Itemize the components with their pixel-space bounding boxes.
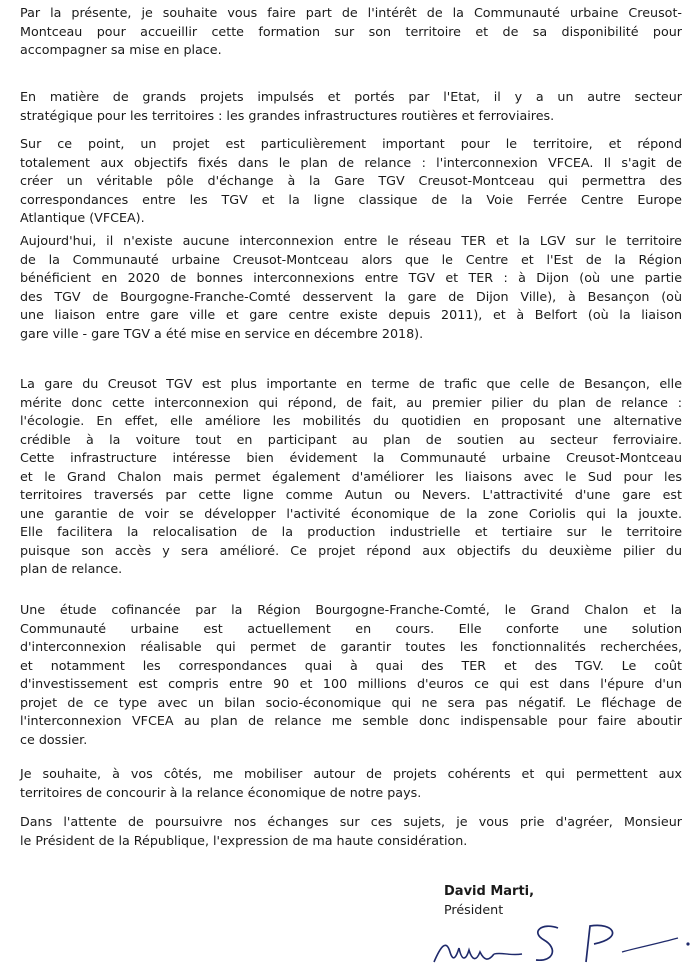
text-line: Communauté urbaine est actuellement en cours. Elle conforte une solution (20, 620, 682, 636)
text-line: Montceau pour accueillir cette formation sur son territoire et de sa disponibilité pour (20, 23, 682, 39)
text-line: accompagner sa mise en place. (20, 42, 222, 57)
signature-block (444, 883, 534, 919)
text-line: puisque son accès y sera amélioré. Ce projet répond aux objectifs du deuxième pilier du (20, 542, 682, 558)
text-line: une liaison entre gare ville et gare centre existe depuis 2011), et à Belfort (où la liaison (20, 307, 682, 322)
text-line: d'investissement est compris entre 90 et 100 millions d'euros ce qui est dans l'épure d'un (20, 676, 682, 691)
text-line: d'interconnexion réalisable qui permet de garantir toutes les fonctionnalités recherchées, (20, 639, 682, 654)
text-line: l'écologie. En effet, elle améliore les mobilités du quotidien en proposant une alternative (20, 413, 682, 428)
handwritten-signature (426, 918, 696, 969)
text-line: territoires traversés par cette ligne comme Autun ou Nevers. L'attractivité d'une gare est (20, 487, 682, 502)
text-line: Par la présente, je souhaite vous faire part de l'intérêt de la Communauté urbaine Creusot- (20, 5, 682, 20)
text-line: totalement aux objectifs fixés dans le plan de relance : l'interconnexion VFCEA. Il s'agit de (20, 154, 682, 170)
paragraph-7 (20, 765, 682, 802)
paragraph-2 (20, 88, 682, 125)
paragraph-5 (20, 375, 682, 579)
text-line: La gare du Creusot TGV est plus importante en terme de trafic que celle de Besançon, elle (20, 376, 682, 391)
text-line: de la Communauté urbaine Creusot-Montceau alors que le Centre et l'Est de la Région (20, 251, 682, 267)
text-line: créer un véritable pôle d'échange à la Gare TGV Creusot-Montceau qui permettra des (20, 173, 682, 188)
paragraph-3 (20, 135, 682, 228)
text-line: des TGV de Bourgogne-Franche-Comté desservent la gare de Dijon Ville), à Besançon (où (20, 288, 682, 304)
text-line: Sur ce point, un projet est particulièrement important pour le territoire, et répond (20, 136, 682, 151)
text-line: l'interconnexion VFCEA au plan de relance me semble donc indispensable pour faire aboutir (20, 713, 682, 728)
text-line: ce dossier. (20, 731, 88, 747)
text-line: En matière de grands projets impulsés et portés par l'Etat, il y a un autre secteur (20, 89, 682, 104)
signer-name: David Marti, (444, 884, 535, 899)
text-line: stratégique pour les territoires : les grandes infrastructures routières et ferroviaires. (20, 107, 555, 123)
text-line: territoires de concourir à la relance économique de notre pays. (20, 784, 422, 800)
text-line: projet de ce type avec un bilan socio-économique qui ne sera pas négatif. Le fléchage de (20, 694, 682, 710)
text-line: Cette infrastructure intéresse bien évidement la Communauté urbaine Creusot-Montceau (20, 450, 682, 465)
paragraph-4 (20, 232, 682, 343)
text-line: Atlantique (VFCEA). (20, 210, 145, 225)
text-line: correspondances entre les TGV et la ligne classique de la Voie Ferrée Centre Europe (20, 191, 682, 207)
text-line: plan de relance. (20, 561, 123, 576)
text-line: Une étude cofinancée par la Région Bourgogne-Franche-Comté, le Grand Chalon et la (20, 602, 682, 617)
paragraph-8 (20, 813, 682, 850)
text-line: le Président de la République, l'expression de ma haute considération. (20, 832, 468, 848)
text-line: Dans l'attente de poursuivre nos échanges sur ces sujets, je vous prie d'agréer, Monsieur (20, 814, 682, 829)
text-line: Je souhaite, à vos côtés, me mobiliser autour de projets cohérents et qui permettent aux (20, 766, 682, 781)
text-line: Aujourd'hui, il n'existe aucune interconnexion entre le réseau TER et la LGV sur le territoire (20, 233, 682, 248)
text-line: crédible à la voiture tout en participant au plan de soutien au secteur ferroviaire. (20, 431, 682, 447)
paragraph-1 (20, 4, 682, 60)
text-line: une garantie de voir se développer l'activité économique de la zone Coriolis qui la jouxte. (20, 505, 682, 521)
text-line: gare ville - gare TGV a été mise en service en décembre 2018). (20, 325, 424, 341)
text-line: mérite donc cette interconnexion qui répond, de fait, au premier pilier du plan de relance : (20, 394, 682, 410)
text-line: Elle facilitera la relocalisation de la production industrielle et tertiaire sur le territoire (20, 524, 682, 539)
signer-title: Président (444, 902, 504, 917)
text-line: bénéficient en 2020 de bonnes interconnexions entre TGV et TER : à Dijon (où une partie (20, 270, 682, 285)
text-line: et le Grand Chalon mais permet également d'améliorer les liaisons avec le Sud pour les (20, 468, 682, 484)
text-line: et notamment les correspondances quai à quai des TER et des TGV. Le coût (20, 657, 682, 673)
paragraph-6 (20, 601, 682, 749)
